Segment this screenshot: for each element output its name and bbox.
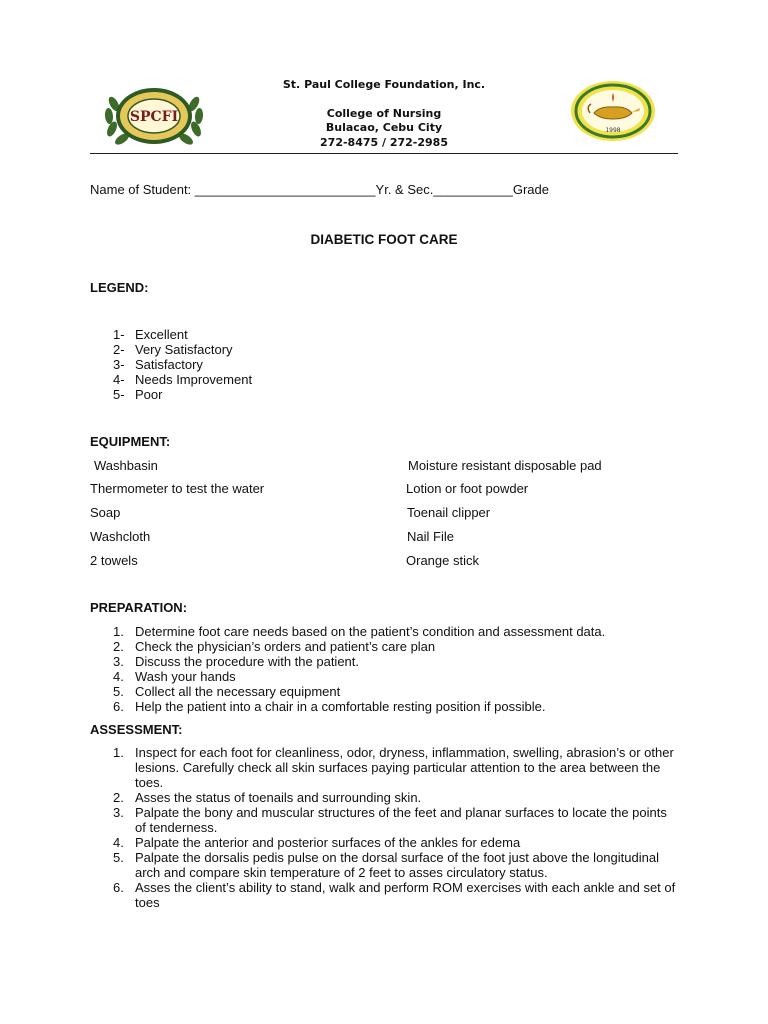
preparation-list (90, 624, 690, 714)
legend-item: 1- Excellent (113, 327, 188, 342)
institution-name: St. Paul College Foundation, Inc. (282, 78, 486, 91)
equipment-item: Moisture resistant disposable pad (408, 458, 602, 473)
legend-item: 3- Satisfactory (113, 357, 203, 372)
equipment-item: Thermometer to test the water (90, 481, 265, 496)
list-item: 5. Collect all the necessary equipment (113, 684, 341, 699)
equipment-heading: EQUIPMENT: (90, 434, 171, 449)
assessment-list (90, 745, 680, 910)
phone-numbers: 272-8475 / 272-2985 (320, 135, 448, 149)
legend-item: 2- Very Satisfactory (113, 342, 233, 357)
preparation-heading: PREPARATION: (90, 600, 188, 615)
equipment-item: Soap (90, 505, 121, 520)
spcfi-logo (100, 84, 208, 150)
address: Bulacao, Cebu City (325, 121, 443, 134)
list-item: 4. Palpate the anterior and posterior surfaces of the ankles for edema (113, 835, 521, 850)
equipment-item: Orange stick (406, 553, 479, 568)
student-info-line: Name of Student: _________________________Yr. & Sec.___________Grade (90, 182, 549, 197)
legend-item: 4- Needs Improvement (113, 372, 253, 387)
legend-list (90, 327, 252, 402)
list-item: 2. Asses the status of toenails and surrounding skin. (113, 790, 422, 805)
letterhead (234, 78, 534, 150)
equipment-item: Nail File (407, 529, 454, 544)
list-item: 6. Help the patient into a chair in a comfortable resting position if possible. (113, 699, 546, 714)
list-item: 1. Determine foot care needs based on the patient’s condition and assessment data. (113, 624, 606, 639)
college-name: College of Nursing (326, 106, 442, 120)
list-item: 3. Palpate the bony and muscular structures of the feet and planar surfaces to locate the points of tenderness. (113, 805, 667, 835)
equipment-item: Washbasin (94, 458, 158, 473)
logo-right-year: 1998 (605, 127, 621, 134)
list-item: 1. Inspect for each foot for cleanliness, odor, dryness, inflammation, swelling, abrasion’s or other lesions. Carefully check all skin surfaces paying particular attention to the area between the toes. (113, 745, 674, 790)
legend-item: 5- Poor (113, 387, 163, 402)
assessment-heading: ASSESSMENT: (90, 722, 183, 737)
list-item: 5. Palpate the dorsalis pedis pulse on the dorsal surface of the foot just above the longitudinal arch and compare skin temperature of 2 feet to asses circulatory status. (113, 850, 659, 880)
equipment-item: 2 towels (90, 553, 138, 568)
equipment-item: Toenail clipper (407, 505, 491, 520)
list-item: 4. Wash your hands (113, 669, 236, 684)
legend-heading: LEGEND: (90, 280, 149, 295)
document-title: DIABETIC FOOT CARE (310, 232, 458, 247)
list-item: 6. Asses the client’s ability to stand, walk and perform ROM exercises with each ankle and set of toes (113, 880, 676, 910)
header-rule (90, 153, 678, 154)
nursing-lamp-logo (570, 80, 656, 142)
equipment-item: Washcloth (90, 529, 151, 544)
logo-left-text: SPCFI (129, 109, 179, 125)
list-item: 3. Discuss the procedure with the patient. (113, 654, 360, 669)
list-item: 2. Check the physician’s orders and patient’s care plan (113, 639, 436, 654)
equipment-item: Lotion or foot powder (406, 481, 529, 496)
